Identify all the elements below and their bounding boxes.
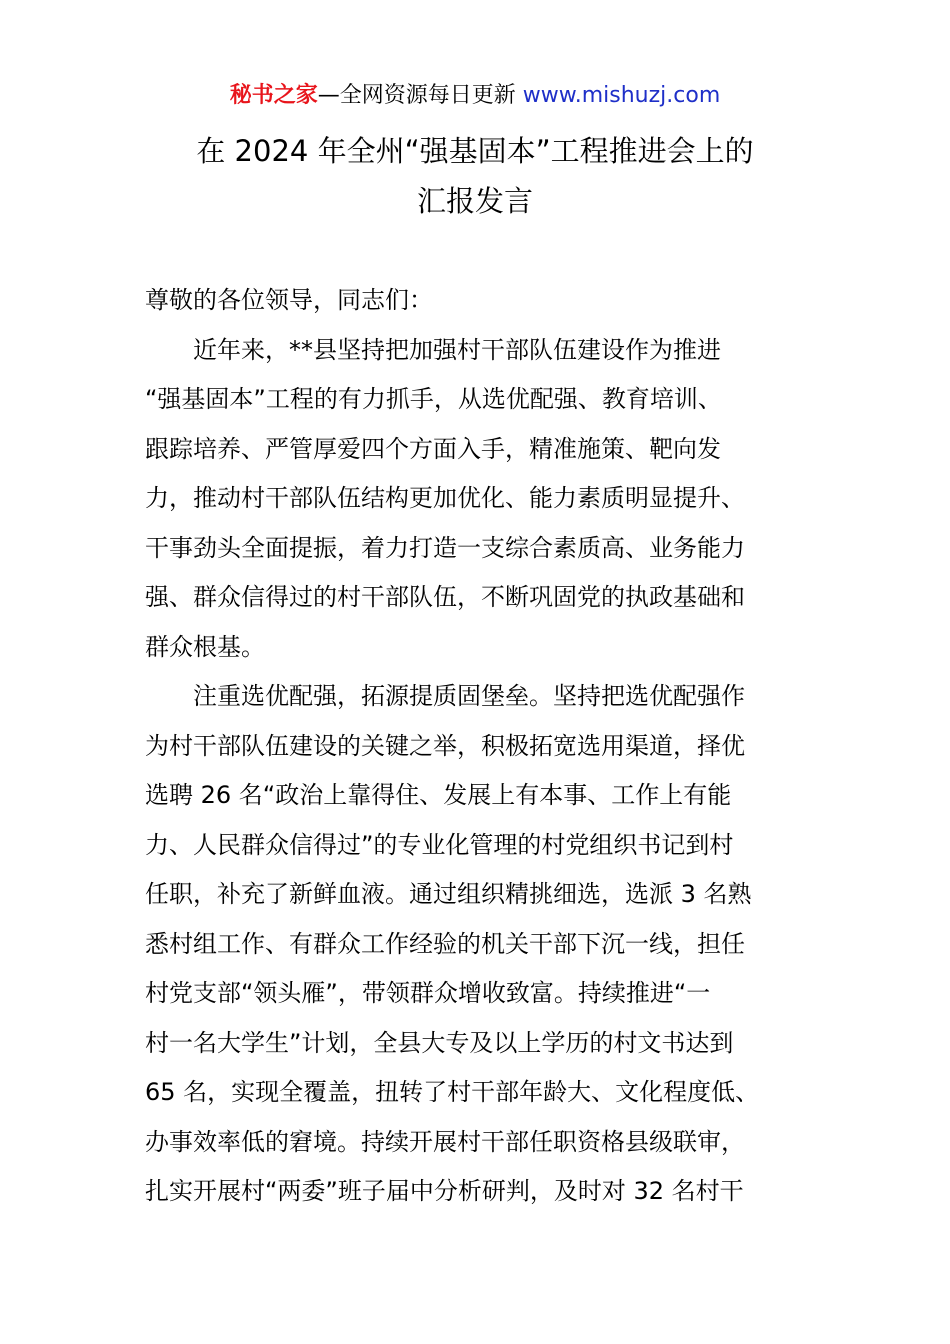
text-line: 任职，补充了新鲜血液。通过组织精挑细选，选派 3 名熟 xyxy=(145,880,752,908)
text-line: 强、群众信得过的村干部队伍，不断巩固党的执政基础和 xyxy=(145,583,745,611)
text-line: 近年来，**县坚持把加强村干部队伍建设作为推进 xyxy=(193,335,721,364)
site-url-link[interactable]: www.mishuzj.com xyxy=(522,83,721,108)
text-line: 办事效率低的窘境。持续开展村干部任职资格县级联审， xyxy=(145,1127,745,1156)
brand-name: 秘书之家 xyxy=(229,83,318,108)
text-line: 村党支部“领头雁”，带领群众增收致富。持续推进“一 xyxy=(145,979,711,1007)
document-title xyxy=(100,126,850,226)
text-line: 村一名大学生”计划，全县大专及以上学历的村文书达到 xyxy=(145,1028,734,1057)
text-line: 为村干部队伍建设的关键之举，积极拓宽选用渠道，择优 xyxy=(145,731,745,760)
text-line: 力、人民群众信得过”的专业化管理的村党组织书记到村 xyxy=(145,830,734,859)
title-line: 在 2024 年全州“强基固本”工程推进会上的 xyxy=(196,134,754,168)
document-body xyxy=(145,276,815,1217)
title-line: 汇报发言 xyxy=(416,184,533,218)
site-header-banner xyxy=(0,80,950,112)
text-line: 扎实开展村“两委”班子届中分析研判，及时对 32 名村干 xyxy=(145,1177,744,1205)
salutation: 尊敬的各位领导，同志们： xyxy=(145,286,433,314)
paragraph-intro xyxy=(145,326,815,673)
text-line: 65 名，实现全覆盖，扭转了村干部年龄大、文化程度低、 xyxy=(145,1078,760,1106)
paragraph-selection xyxy=(145,672,815,1217)
text-line: 注重选优配强，拓源提质固堡垒。坚持把选优配强作 xyxy=(193,682,745,710)
text-line: 群众根基。 xyxy=(145,632,265,661)
text-line: 选聘 26 名“政治上靠得住、发展上有本事、工作上有能 xyxy=(145,781,732,809)
text-line: 力，推动村干部队伍结构更加优化、能力素质明显提升、 xyxy=(145,484,745,512)
text-line: 干事劲头全面提振，着力打造一支综合素质高、业务能力 xyxy=(145,533,745,562)
text-line: 悉村组工作、有群众工作经验的机关干部下沉一线，担任 xyxy=(145,929,745,958)
text-line: 跟踪培养、严管厚爱四个方面入手，精准施策、靶向发 xyxy=(145,434,721,463)
text-line: “强基固本”工程的有力抓手，从选优配强、教育培训、 xyxy=(145,385,722,413)
header-tagline: —全网资源每日更新 xyxy=(317,83,523,108)
